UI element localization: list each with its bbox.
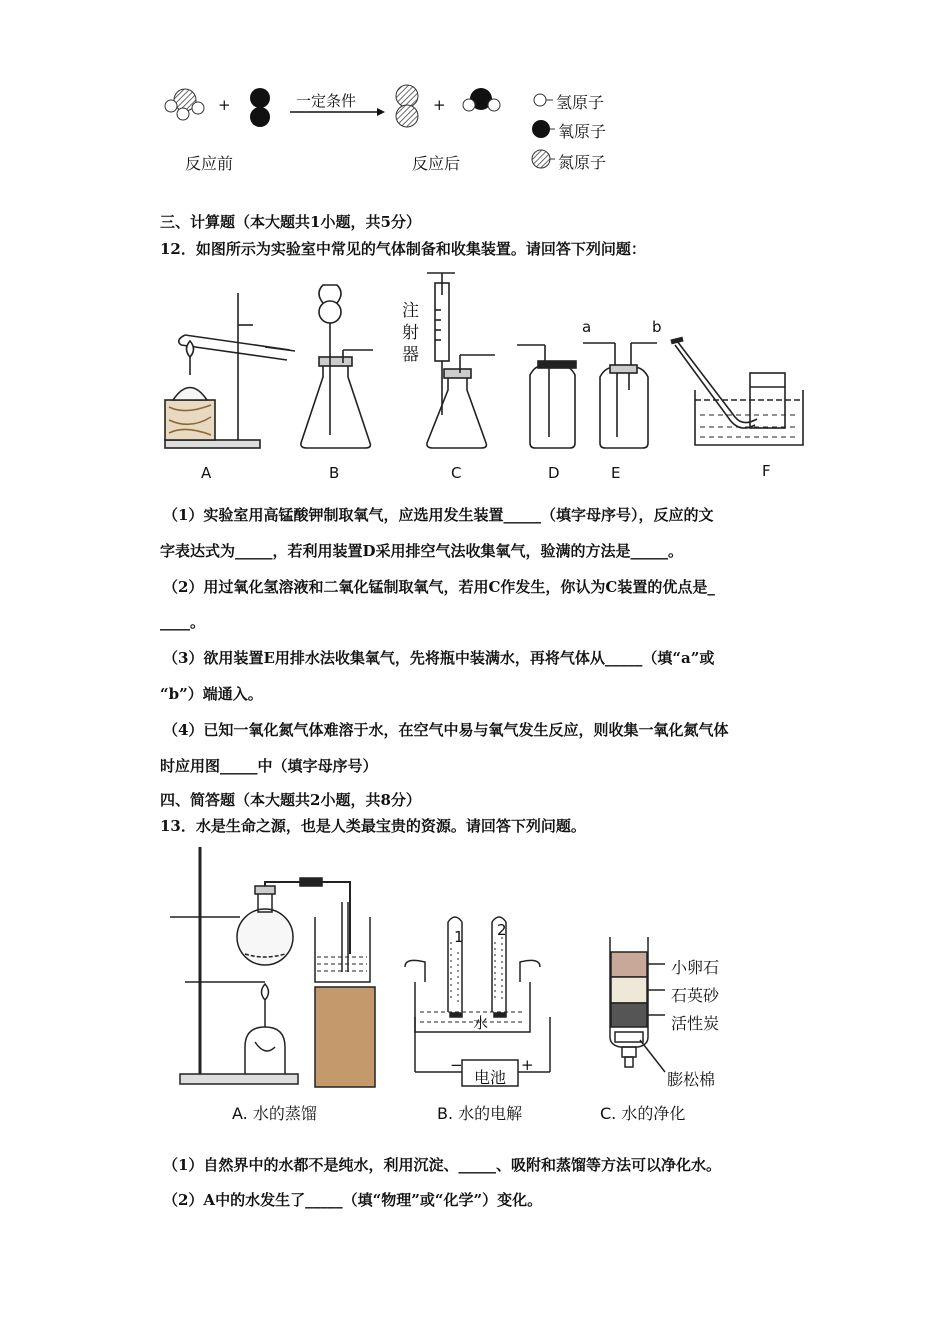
q12-part1-line2: 字表达式为_____，若利用装置D采用排空气法收集氧气，验满的方法是_____。 (160, 542, 684, 560)
oxygen-molecule (250, 88, 270, 127)
reaction-plus-2: + (433, 96, 446, 114)
apparatus-f (671, 339, 803, 445)
label-a: A (201, 464, 212, 482)
label-b: B (329, 464, 340, 482)
syringe-char-3: 器 (402, 345, 419, 365)
reaction-plus-1: + (218, 96, 231, 114)
q13-part2: （2）A中的水发生了_____（填“物理”或“化学”）变化。 (163, 1191, 543, 1209)
caption-b: B. 水的电解 (437, 1104, 523, 1123)
battery-plus-label: + (521, 1056, 534, 1074)
q12-part1-line1: （1）实验室用高锰酸钾制取氧气，应选用发生装置_____（填字母序号），反应的文 (163, 506, 714, 524)
distillation-apparatus (170, 847, 375, 1087)
legend-nitrogen: 氮原子 (558, 153, 607, 172)
port-a-label: a (582, 318, 592, 336)
oxygen-legend-icon (532, 120, 550, 138)
label-f: F (762, 462, 771, 480)
water-label: 水 (473, 1014, 489, 1032)
label-before: 反应前 (185, 154, 234, 173)
water-molecule (463, 88, 500, 111)
legend-hydrogen: 氢原子 (556, 93, 605, 112)
hydrogen-legend-icon (534, 94, 546, 106)
caption-a: A. 水的蒸馏 (232, 1104, 317, 1123)
tube2-label: 2 (497, 921, 507, 939)
q12-part3-line1: （3）欲用装置E用排水法收集氧气，先将瓶中装满水，再将气体从_____（填“a”或 (163, 649, 715, 667)
layer-quartz: 石英砂 (671, 986, 720, 1005)
nitrogen-legend-icon (532, 150, 550, 168)
caption-c: C. 水的净化 (600, 1104, 686, 1123)
apparatus-a (165, 293, 295, 448)
layer-cotton: 膨松棉 (667, 1070, 716, 1089)
apparatus-c (427, 273, 495, 448)
q12-stem: 12．如图所示为实验室中常见的气体制备和收集装置。请回答下列问题： (160, 240, 646, 258)
q13-stem: 13．水是生命之源，也是人类最宝贵的资源。请回答下列问题。 (160, 817, 586, 835)
apparatus-e (583, 343, 657, 448)
apparatus-d (517, 345, 576, 448)
apparatus-b (301, 285, 373, 448)
layer-carbon: 活性炭 (671, 1014, 720, 1033)
syringe-char-1: 注 (402, 301, 419, 321)
q12-part2-line1: （2）用过氧化氢溶液和二氧化锰制取氧气，若用C作发生，你认为C装置的优点是_ (163, 578, 715, 596)
tube1-label: 1 (454, 928, 464, 946)
syringe-char-2: 射 (402, 323, 419, 343)
reaction-condition: 一定条件 (296, 92, 357, 110)
nitrogen-molecule (396, 85, 418, 127)
legend-oxygen: 氧原子 (558, 122, 607, 141)
q13-part1: （1）自然界中的水都不是纯水，利用沉淀、_____、吸附和蒸馏等方法可以净化水。 (163, 1156, 721, 1174)
port-b-label: b (652, 318, 662, 336)
ammonia-molecule (165, 89, 204, 120)
section3-title: 三、计算题（本大题共1小题，共5分） (160, 213, 421, 231)
label-after: 反应后 (412, 154, 461, 173)
q12-figure (155, 265, 815, 460)
label-e: E (611, 464, 621, 482)
q12-part3-line2: “b”）端通入。 (160, 685, 263, 703)
q12-part2-line2: ____。 (160, 613, 206, 631)
layer-pebbles: 小卵石 (671, 958, 720, 977)
minus-label: − (450, 1056, 463, 1074)
label-c: C (451, 464, 462, 482)
q12-part4-line1: （4）已知一氧化氮气体难溶于水，在空气中易与氧气发生反应，则收集一氧化氮气体 (163, 721, 729, 739)
filter-column (610, 937, 665, 1072)
label-d: D (548, 464, 560, 482)
battery-label: 电池 (474, 1068, 507, 1087)
q12-part4-line2: 时应用图_____中（填字母序号） (160, 757, 378, 775)
section4-title: 四、简答题（本大题共2小题，共8分） (160, 791, 421, 809)
